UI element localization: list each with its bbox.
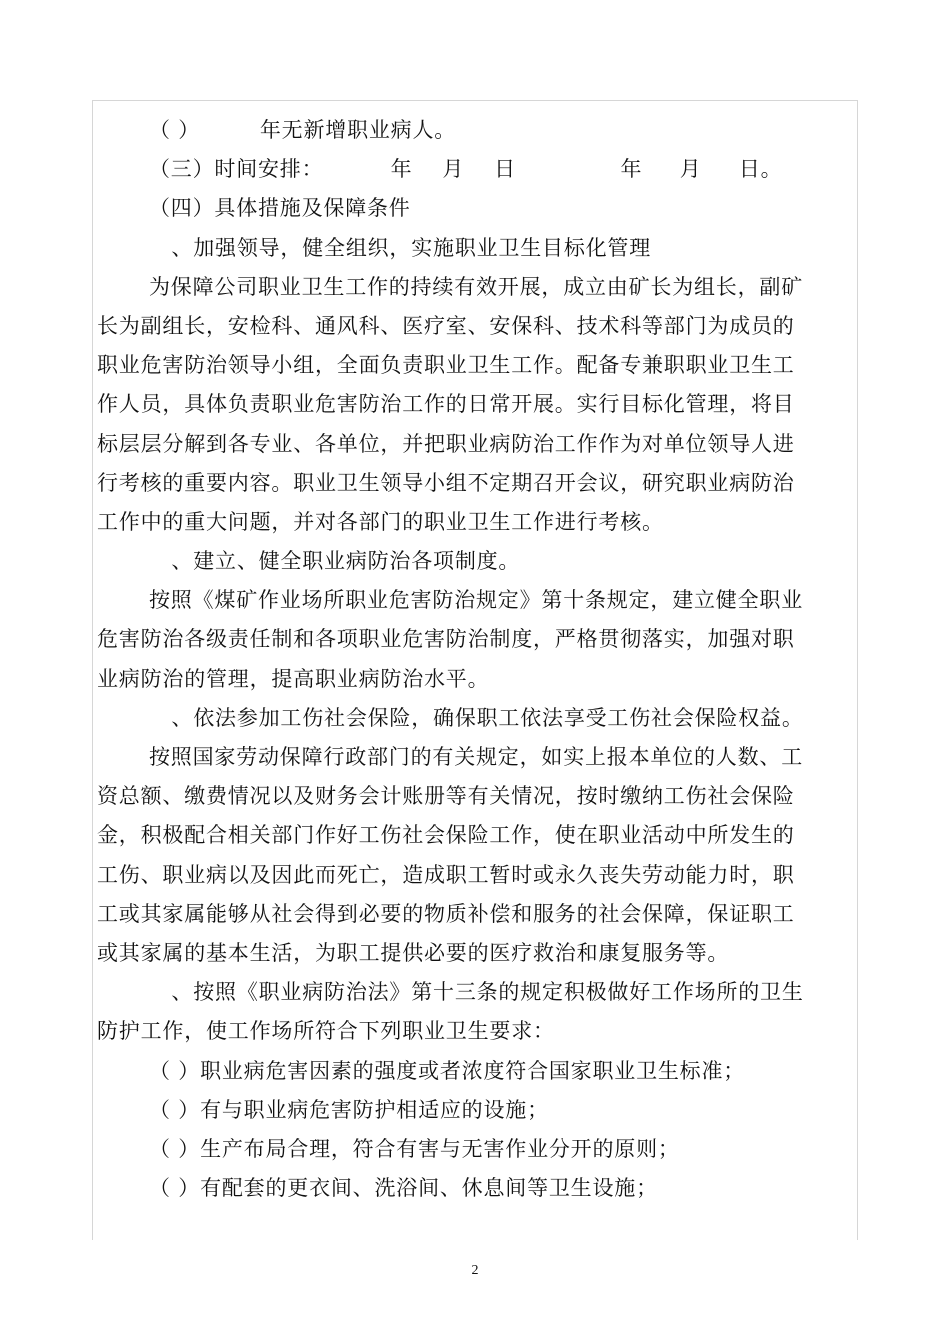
text-line: 金，积极配合相关部门作好工伤社会保险工作，使在职业活动中所发生的 [97,823,795,848]
text-line: （ ）有配套的更衣间、洗浴间、休息间等卫生设施； [149,1176,658,1201]
text-line: 工或其家属能够从社会得到必要的物质补偿和服务的社会保障，保证职工 [97,901,795,926]
text-line: 标层层分解到各专业、各单位，并把职业病防治工作作为对单位领导人进 [97,431,795,456]
text-line: 职业危害防治领导小组，全面负责职业卫生工作。配备专兼职职业卫生工 [97,353,795,378]
text-line: 业病防治的管理，提高职业病防治水平。 [97,666,490,691]
text-line: 、建立、健全职业病防治各项制度。 [149,549,521,574]
text-line: 为保障公司职业卫生工作的持续有效开展，成立由矿长为组长，副矿 [149,274,803,299]
text-line: 按照国家劳动保障行政部门的有关规定，如实上报本单位的人数、工 [149,745,803,769]
text-line: 资总额、缴费情况以及财务会计账册等有关情况，按时缴纳工伤社会保险 [97,784,795,809]
text-line: 、加强领导，健全组织，实施职业卫生目标化管理 [149,235,652,260]
text-line: （四）具体措施及保障条件 [149,196,411,221]
text-line: （ ）职业病危害因素的强度或者浓度符合国家职业卫生标准； [149,1058,746,1083]
text-line: 按照《煤矿作业场所职业危害防治规定》第十条规定，建立健全职业 [149,588,803,613]
text-line: （ ）有与职业病危害防护相适应的设施； [149,1097,549,1122]
text-line: 危害防治各级责任制和各项职业危害防治制度，严格贯彻落实，加强对职 [97,627,795,652]
text-line: 、依法参加工伤社会保险，确保职工依法享受工伤社会保险权益。 [149,705,804,730]
text-line: 防护工作，使工作场所符合下列职业卫生要求： [97,1019,555,1044]
text-line: 长为副组长，安检科、通风科、医疗室、安保科、技术科等部门为成员的 [97,313,795,338]
text-line: （三）时间安排： 年 月 日 年 月 日。 [149,157,783,182]
text-line: （ ） 年无新增职业病人。 [149,118,457,142]
text-line: 或其家属的基本生活，为职工提供必要的医疗救治和康复服务等。 [97,940,730,965]
page-number: 2 [471,1263,479,1278]
text-line: 工作中的重大问题，并对各部门的职业卫生工作进行考核。 [97,509,664,534]
text-line: 工伤、职业病以及因此而死亡，造成职工暂时或永久丧失劳动能力时，职 [97,862,795,887]
document-body [97,111,857,1208]
text-line: 作人员，具体负责职业危害防治工作的日常开展。实行目标化管理，将目 [97,392,795,417]
text-line: （ ）生产布局合理，符合有害与无害作业分开的原则； [149,1136,680,1161]
text-line: 行考核的重要内容。职业卫生领导小组不定期召开会议，研究职业病防治 [97,470,795,495]
text-line: 、按照《职业病防治法》第十三条的规定积极做好工作场所的卫生 [149,980,804,1005]
